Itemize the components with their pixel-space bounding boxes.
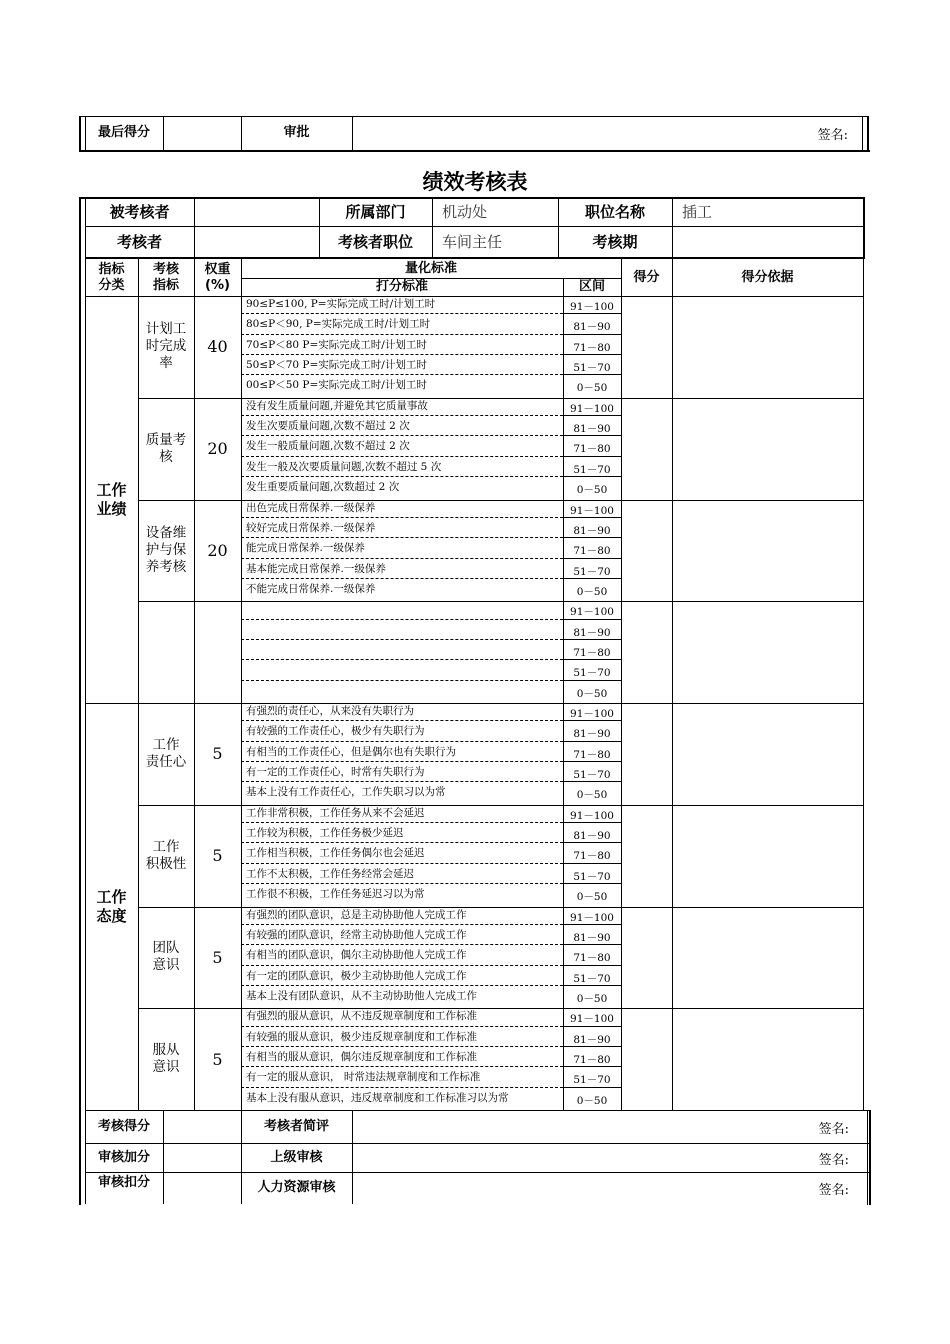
department-label: 所属部门 (345, 203, 406, 222)
range-divider (563, 741, 621, 742)
score-range: 81－90 (573, 321, 611, 334)
indicator-weight: 5 (212, 947, 223, 967)
range-divider (563, 517, 621, 518)
range-divider (563, 537, 621, 538)
criterion-divider (241, 456, 563, 457)
assessee-field[interactable] (194, 199, 319, 226)
range-divider (563, 639, 621, 640)
range-divider (563, 354, 621, 355)
criterion-divider (241, 578, 563, 579)
criterion-divider (241, 720, 563, 721)
criterion-divider (241, 619, 563, 620)
scoring-criterion: 能完成日常保养.一级保养 (246, 542, 365, 555)
assessor-position-label: 考核者职位 (337, 232, 413, 251)
score-range: 51－70 (573, 667, 611, 680)
range-divider (563, 965, 621, 966)
criterion-divider (241, 944, 563, 945)
score-range: 0－50 (576, 484, 608, 497)
range-divider (563, 1026, 621, 1027)
scoring-criterion: 工作不太积极，工作任务经常会延迟 (246, 867, 414, 880)
score-range: 0－50 (576, 687, 608, 700)
scoring-criterion: 工作相当积极，工作任务偶尔也会延迟 (246, 847, 425, 860)
score-range: 81－90 (573, 728, 611, 741)
indicator-weight (194, 601, 241, 703)
scoring-criterion: 不能完成日常保养.一级保养 (246, 582, 376, 595)
range-divider (563, 1087, 621, 1088)
indicator-name: 计划工 时完成 率 (145, 321, 187, 372)
criterion-divider (241, 883, 563, 884)
scoring-criterion: 有强烈的服从意识，从不违反规章制度和工作标准 (246, 1010, 477, 1023)
scoring-criterion: 有相当的团队意识，偶尔主动协助他人完成工作 (246, 949, 467, 962)
score-range: 0－50 (576, 382, 608, 395)
criterion-divider (241, 558, 563, 559)
criterion-divider (241, 517, 563, 518)
footer-score-label: 考核得分 (97, 1118, 150, 1134)
scoring-criterion: 工作较为积极，工作任务极少延迟 (246, 827, 404, 840)
range-divider (563, 313, 621, 314)
indicator-weight: 5 (212, 846, 223, 866)
range-divider (563, 659, 621, 660)
indicator-name: 工作 积极性 (145, 838, 187, 872)
score-range: 0－50 (576, 1094, 608, 1107)
scoring-criterion: 50≤P＜70 P=实际完成工时/计划工时 (246, 359, 427, 372)
scoring-criterion: 有强烈的责任心，从来没有失职行为 (246, 705, 414, 717)
criterion-divider (241, 334, 563, 335)
scoring-criterion: 出色完成日常保养.一级保养 (246, 501, 376, 514)
criterion-divider (241, 354, 563, 355)
range-divider (563, 883, 621, 884)
score-range: 91－100 (570, 708, 614, 720)
range-divider (563, 863, 621, 864)
score-range: 91－100 (570, 301, 614, 313)
criterion-divider (241, 985, 563, 986)
indicator-name: 工作 责任心 (145, 736, 187, 770)
range-divider (563, 415, 621, 416)
final-score-label: 最后得分 (97, 125, 150, 141)
criterion-divider (241, 639, 563, 640)
score-range: 0－50 (576, 891, 608, 904)
score-range: 51－70 (573, 362, 611, 375)
range-divider (563, 761, 621, 762)
criterion-divider (241, 741, 563, 742)
range-divider (563, 680, 621, 681)
criterion-divider (241, 781, 563, 782)
score-range: 51－70 (573, 972, 611, 985)
header-weight: 权重 (%) (204, 262, 231, 293)
scoring-criterion: 工作非常积极，工作任务从来不会延迟 (246, 806, 425, 819)
score-range: 51－70 (573, 1074, 611, 1087)
score-range: 91－100 (570, 1013, 614, 1026)
range-divider (563, 476, 621, 477)
score-range: 71－80 (573, 443, 611, 456)
range-divider (563, 985, 621, 986)
score-range: 51－70 (573, 463, 611, 476)
assessor-position-field[interactable]: 车间主任 (442, 232, 503, 251)
scoring-criterion: 有一定的工作责任心，时常有失职行为 (246, 766, 425, 779)
range-divider (563, 558, 621, 559)
header-score: 得分 (633, 269, 660, 285)
score-range: 71－80 (573, 748, 611, 761)
range-divider (563, 1046, 621, 1047)
scoring-criterion: 有较强的服从意识，极少违反规章制度和工作标准 (246, 1030, 477, 1043)
assessor-field[interactable] (194, 227, 319, 257)
indicator-weight: 20 (207, 439, 228, 459)
score-range: 71－80 (573, 545, 611, 558)
scoring-criterion: 没有发生质量问题,并避免其它质量事故 (246, 399, 428, 412)
assessor-label: 考核者 (116, 232, 162, 251)
scoring-criterion: 发生次要质量问题,次数不超过 2 次 (246, 420, 410, 433)
scoring-criterion: 发生一般质量问题,次数不超过 2 次 (246, 440, 410, 453)
period-field[interactable] (672, 227, 863, 257)
indicator-weight: 20 (207, 540, 228, 560)
scoring-criterion: 00≤P＜50 P=实际完成工时/计划工时 (246, 379, 427, 392)
criterion-divider (241, 1026, 563, 1027)
criterion-divider (241, 1087, 563, 1088)
scoring-criterion: 有较强的工作责任心，极少有失职行为 (246, 725, 425, 738)
indicator-name: 质量考 核 (145, 431, 187, 465)
indicator-name: 设备维 护与保 养考核 (145, 524, 187, 575)
header-category: 指标 分类 (98, 262, 125, 293)
score-range: 0－50 (576, 789, 608, 802)
score-range: 71－80 (573, 850, 611, 863)
scoring-criterion: 基本上没有工作责任心，工作失职习以为常 (246, 786, 446, 799)
criterion-divider (241, 924, 563, 925)
department-field[interactable]: 机动处 (442, 203, 488, 222)
footer-hr-review-label: 人力资源审核 (257, 1180, 336, 1196)
footer-superior-review-label: 上级审核 (270, 1149, 323, 1165)
score-range: 81－90 (573, 423, 611, 436)
scoring-criterion: 基本上没有团队意识，从不主动协助他人完成工作 (246, 989, 477, 1002)
score-range: 71－80 (573, 646, 611, 659)
approval-label: 审批 (283, 125, 310, 141)
criterion-divider (241, 965, 563, 966)
score-range: 91－100 (570, 504, 614, 517)
indicator-name: 服从 意识 (152, 1042, 180, 1076)
score-range: 91－100 (570, 911, 614, 924)
footer-reviewer-comment-label: 考核者简评 (263, 1118, 329, 1134)
scoring-criterion: 有一定的服从意识， 时常违法规章制度和工作标准 (246, 1071, 481, 1084)
range-divider (563, 578, 621, 579)
criterion-divider (241, 476, 563, 477)
criterion-divider (241, 435, 563, 436)
scoring-criterion: 发生重要质量问题,次数超过 2 次 (246, 481, 400, 494)
footer-reviewer-signature: 签名: (818, 1121, 849, 1137)
range-divider (563, 720, 621, 721)
score-range: 81－90 (573, 931, 611, 944)
criterion-divider (241, 374, 563, 375)
approval-signature-label: 签名: (817, 128, 848, 143)
header-quantified: 量化标准 (404, 261, 457, 277)
score-range: 0－50 (576, 585, 608, 598)
indicator-weight: 5 (212, 1049, 223, 1069)
scoring-criterion: 有强烈的团队意识，总是主动协助他人完成工作 (246, 908, 467, 921)
range-divider (563, 374, 621, 375)
scoring-criterion: 有较强的团队意识，经常主动协助他人完成工作 (246, 928, 467, 941)
score-range: 81－90 (573, 524, 611, 537)
criterion-divider (241, 415, 563, 416)
position-field[interactable]: 插工 (682, 203, 713, 222)
indicator-name (138, 601, 194, 703)
scoring-criterion: 90≤P≤100, P=实际完成工时/计划工时 (246, 298, 436, 310)
score-range: 81－90 (573, 1033, 611, 1046)
range-divider (563, 619, 621, 620)
indicator-weight: 40 (207, 337, 228, 357)
footer-hr-signature: 签名: (818, 1183, 849, 1198)
score-range: 51－70 (573, 769, 611, 782)
range-divider (563, 1066, 621, 1067)
period-label: 考核期 (592, 232, 638, 251)
range-divider (563, 456, 621, 457)
scoring-criterion: 发生一般及次要质量问题,次数不超过 5 次 (246, 460, 442, 473)
scoring-criterion: 较好完成日常保养.一级保养 (246, 521, 376, 534)
score-range: 91－100 (570, 402, 614, 415)
footer-superior-signature: 签名: (818, 1152, 849, 1168)
criterion-divider (241, 680, 563, 681)
criterion-divider (241, 659, 563, 660)
score-range: 71－80 (573, 1053, 611, 1066)
footer-bonus-label: 审核加分 (97, 1149, 150, 1165)
assessee-label: 被考核者 (109, 203, 170, 222)
criterion-divider (241, 537, 563, 538)
header-indicator: 考核 指标 (152, 262, 179, 293)
criterion-divider (241, 842, 563, 843)
header-scoring: 打分标准 (375, 279, 428, 295)
page-title: 绩效考核表 (422, 169, 528, 194)
criterion-divider (241, 313, 563, 314)
scoring-criterion: 有一定的团队意识，极少主动协助他人完成工作 (246, 969, 467, 982)
indicator-weight: 5 (212, 744, 223, 764)
score-range: 91－100 (570, 809, 614, 822)
row-divider (138, 601, 863, 602)
scoring-criterion: 70≤P＜80 P=实际完成工时/计划工时 (246, 338, 427, 351)
indicator-name: 团队 意识 (152, 940, 180, 974)
criterion-divider (241, 1046, 563, 1047)
score-range: 51－70 (573, 565, 611, 578)
scoring-criterion: 工作很不积极，工作任务延迟习以为常 (246, 888, 425, 901)
score-range: 91－100 (570, 606, 614, 619)
category-label: 工作 业绩 (96, 480, 127, 518)
range-divider (563, 944, 621, 945)
scoring-criterion: 有相当的工作责任心，但是偶尔也有失职行为 (246, 745, 456, 758)
range-divider (563, 822, 621, 823)
header-basis: 得分依据 (741, 269, 794, 285)
category-label: 工作 态度 (96, 887, 127, 925)
score-range: 81－90 (573, 626, 611, 639)
score-range: 0－50 (576, 992, 608, 1005)
scoring-criterion: 有相当的服从意识，偶尔违反规章制度和工作标准 (246, 1050, 477, 1063)
criterion-divider (241, 761, 563, 762)
score-range: 71－80 (573, 952, 611, 965)
header-range: 区间 (578, 279, 605, 295)
scoring-criterion: 80≤P＜90, P=实际完成工时/计划工时 (246, 318, 431, 331)
criterion-divider (241, 822, 563, 823)
score-range: 71－80 (573, 341, 611, 354)
range-divider (563, 924, 621, 925)
position-label: 职位名称 (584, 203, 645, 222)
range-divider (563, 334, 621, 335)
scoring-criterion: 基本能完成日常保养.一级保养 (246, 562, 386, 575)
range-divider (563, 842, 621, 843)
range-divider (563, 435, 621, 436)
score-range: 51－70 (573, 870, 611, 883)
criterion-divider (241, 863, 563, 864)
criterion-divider (241, 1066, 563, 1067)
scoring-criterion: 基本上没有服从意识，违反规章制度和工作标准习以为常 (246, 1091, 509, 1104)
range-divider (563, 781, 621, 782)
score-range: 81－90 (573, 830, 611, 843)
footer-deduction-label: 审核扣分 (97, 1174, 150, 1190)
